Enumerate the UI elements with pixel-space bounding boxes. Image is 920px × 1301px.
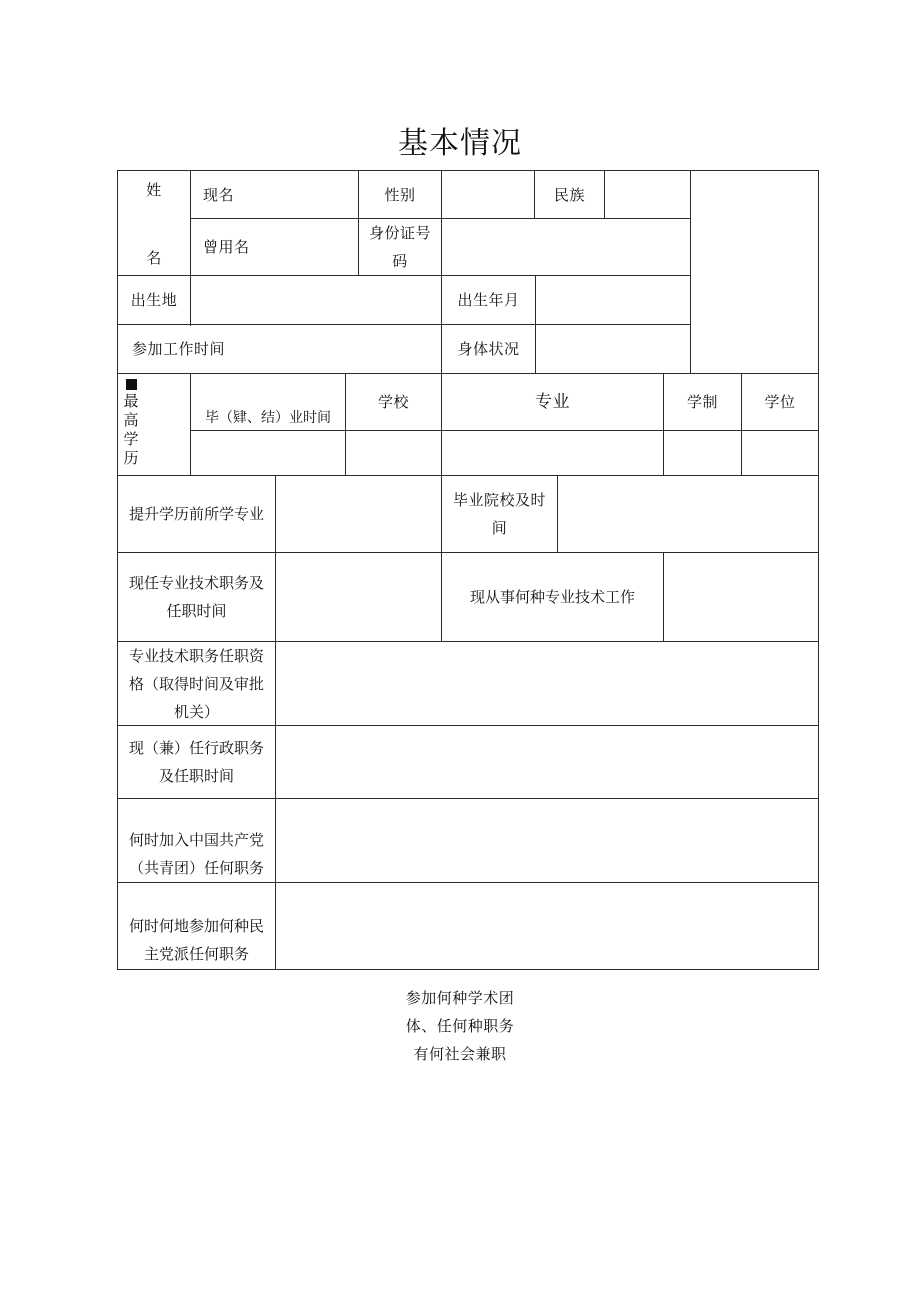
party-join-label: 何时加入中国共产党 （共青团）任何职务 [128, 831, 264, 877]
page-title: 基本情况 [398, 126, 522, 161]
work-start-time-label: 参加工作时间 [132, 340, 226, 358]
major-label: 专业 [535, 392, 570, 412]
edu-char: 最 [123, 392, 139, 410]
rule [818, 170, 819, 970]
edu-char: 高 [123, 411, 139, 429]
edu-char: 历 [123, 449, 139, 467]
graduated-school-time-label: 毕业院校及时 间 [452, 491, 546, 537]
rule [117, 969, 819, 970]
edu-char: 学 [123, 430, 139, 448]
rule [690, 170, 691, 374]
democratic-party-label: 何时何地参加何种民 主党派任何职务 [128, 917, 264, 963]
name-label-top: 姓 [146, 181, 162, 199]
birth-date-label: 出生年月 [457, 291, 520, 309]
rule [117, 798, 819, 799]
gender-label: 性别 [384, 185, 416, 204]
rule [535, 275, 536, 374]
admin-position-label: 现（兼）任行政职务 及任职时间 [128, 739, 264, 785]
rule [275, 475, 276, 970]
degree-label: 学位 [764, 393, 796, 411]
former-name-label: 曾用名 [203, 238, 250, 256]
graduation-time-label: 毕（肄、结）业时间 [205, 410, 331, 426]
id-number-label: 身份证号 码 [368, 224, 431, 270]
rule [117, 275, 690, 276]
prior-major-label: 提升学历前所学专业 [128, 505, 264, 523]
highest-education-label [118, 375, 144, 468]
health-status-label: 身体状况 [457, 340, 520, 358]
current-name-label: 现名 [203, 185, 235, 204]
school-label: 学校 [377, 393, 409, 411]
title-qualification-label: 专业技术职务任职资 格（取得时间及审批 机关） [128, 646, 264, 721]
square-bullet-icon [126, 379, 137, 390]
name-label-bottom: 名 [146, 249, 162, 267]
rule [663, 552, 664, 642]
study-length-label: 学制 [686, 393, 718, 411]
current-title-time-label: 现任专业技术职务及 任职时间 [128, 574, 264, 620]
rule [117, 882, 819, 883]
ethnicity-label: 民族 [553, 185, 585, 204]
academic-affiliation-note: 参加何种学术团 体、任何种职务 有何社会兼职 [405, 989, 515, 1063]
birthplace-label: 出生地 [130, 291, 178, 309]
rule [604, 170, 605, 219]
current-work-label: 现从事何种专业技术工作 [469, 588, 635, 606]
rule [557, 475, 558, 553]
